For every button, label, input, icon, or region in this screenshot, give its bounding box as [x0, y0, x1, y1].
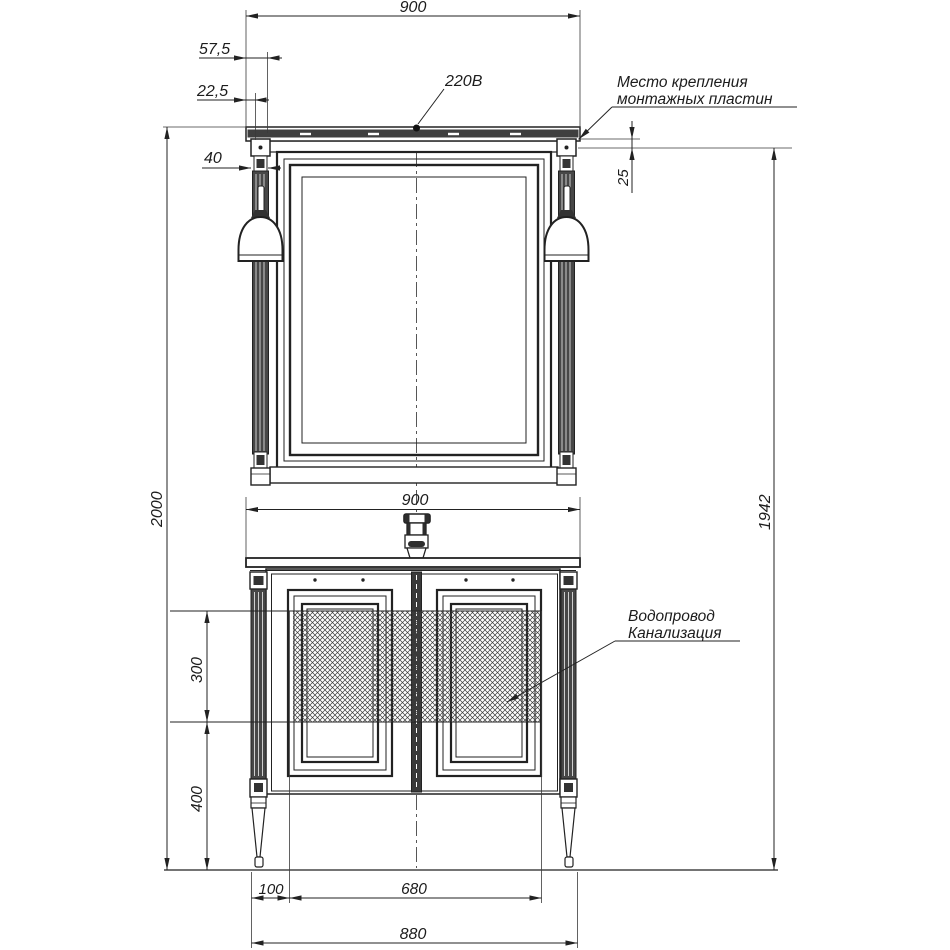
dim-leg-inset: 100 [258, 881, 284, 898]
dim-service-floor-offset: 400 [189, 786, 206, 812]
mirror-top-rail [253, 141, 573, 152]
dim-cornice-overhang: 22,5 [197, 83, 229, 100]
leg-collar [561, 797, 576, 808]
leg [252, 808, 265, 857]
mirror-frame-line3 [290, 165, 538, 455]
mirror-frame-line2 [284, 159, 544, 461]
plumbing-label-line2: Канализация [628, 625, 722, 642]
leg-foot [255, 857, 263, 867]
voltage-point [413, 125, 420, 132]
mirror-cornice-band [248, 130, 579, 138]
dim-overall-height: 2000 [149, 491, 166, 527]
voltage-leader [418, 89, 444, 124]
pilaster-foot [557, 468, 576, 485]
mirror-frame-outer [277, 152, 551, 468]
service-zone-hatch [293, 611, 540, 722]
dim-mounting-height: 1942 [757, 494, 774, 530]
dim-pilaster-width: 40 [204, 150, 222, 167]
dim-mirror-width-top: 900 [399, 0, 427, 16]
dim-service-zone-height: 300 [189, 657, 206, 683]
dim-lamp-axis-offset: 57,5 [199, 41, 231, 58]
lamp-candle [564, 186, 570, 212]
mounting-dot [259, 146, 263, 150]
dim-overall-width-bottom: 880 [399, 926, 427, 943]
voltage-label: 220В [445, 73, 483, 90]
dim-plate-offset: 25 [615, 169, 632, 186]
leg-foot [565, 857, 573, 867]
faucet-base [407, 548, 426, 558]
dim-vanity-width: 900 [401, 492, 429, 509]
plumbing-label-line1: Водопровод [628, 608, 715, 625]
lamp-shade [545, 217, 589, 261]
mounting-label-line1: Место крепления [617, 74, 748, 91]
countertop [246, 558, 580, 567]
mounting-dot [565, 146, 569, 150]
mirror-glass-edge [302, 177, 526, 443]
vanity-pilaster-left [250, 572, 267, 867]
leg-collar [251, 797, 266, 808]
faucet [404, 514, 430, 558]
lamp-candle [258, 186, 264, 212]
lamp-shade [239, 217, 283, 261]
pilaster-foot [251, 468, 270, 485]
vanity-assembly [170, 514, 580, 867]
annotation-texts [444, 73, 773, 642]
leg [562, 808, 575, 857]
mirror-bottom-rail [270, 467, 558, 483]
mirror-assembly [239, 127, 589, 485]
vanity-pilaster-right [560, 572, 577, 867]
mounting-label-line2: монтажных пластин [617, 91, 773, 108]
dim-service-span: 680 [401, 881, 427, 898]
